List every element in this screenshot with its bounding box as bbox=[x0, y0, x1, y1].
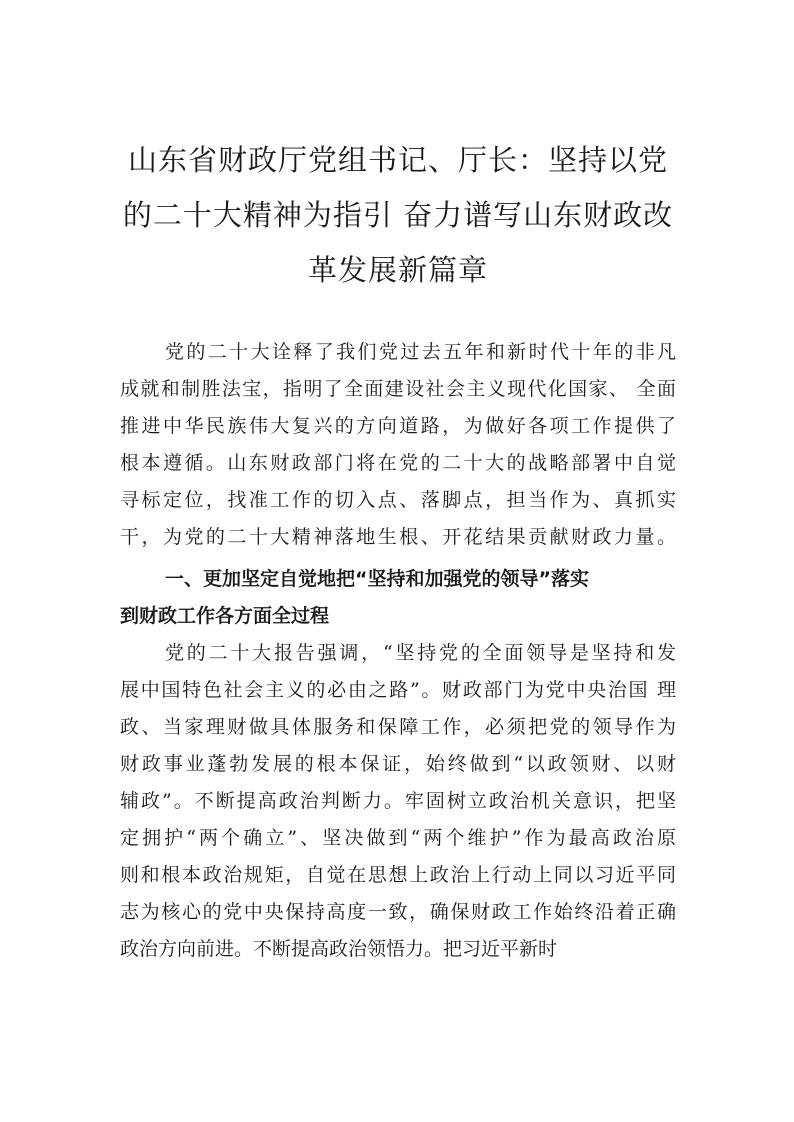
text-line: 展中国特色社会主义的必由之路”。财政部门为党中央治国 理 bbox=[120, 679, 676, 701]
paragraph-1 bbox=[120, 334, 676, 556]
text-line: 政、当家理财做具体服务和保障工作，必须把党的领导作为 bbox=[120, 716, 676, 738]
paragraph-2 bbox=[120, 635, 676, 968]
text-line: 志为核心的党中央保持高度一致，确保财政工作始终沿着正确 bbox=[120, 901, 676, 923]
title-line: 革发展新篇章 bbox=[307, 253, 488, 287]
document-body bbox=[120, 334, 676, 968]
title-line: 山东省财政厅党组书记、厅长：坚持以党 bbox=[127, 143, 668, 177]
title-line: 的二十大精神为指引 奋力谱写山东财政改 bbox=[122, 198, 674, 232]
text-line: 定拥护“两个确立”、坚决做到“两个维护”作为最高政治原 bbox=[120, 827, 676, 849]
section-heading-1 bbox=[120, 561, 676, 635]
text-line: 党的二十大诠释了我们党过去五年和新时代十年的非凡 bbox=[165, 341, 676, 363]
text-line: 财政事业蓬勃发展的根本保证，始终做到“以政领财、以财 bbox=[120, 753, 676, 775]
text-line: 推进中华民族伟大复兴的方向道路，为做好各项工作提供了 bbox=[120, 415, 676, 437]
text-line: 寻标定位，找准工作的切入点、落脚点，担当作为、真抓实 bbox=[120, 489, 676, 511]
text-line: 干，为党的二十大精神落地生根、开花结果贡献财政力量。 bbox=[120, 526, 676, 548]
text-line: 党的二十大报告强调，“坚持党的全面领导是坚持和发 bbox=[165, 642, 676, 664]
text-line: 根本遵循。山东财政部门将在党的二十大的战略部署中自觉 bbox=[120, 452, 676, 474]
text-line: 则和根本政治规矩，自觉在思想上政治上行动上同以习近平同 bbox=[120, 864, 676, 886]
document-title bbox=[120, 133, 676, 298]
text-line: 成就和制胜法宝，指明了全面建设社会主义现代化国家、 全面 bbox=[120, 378, 676, 400]
heading-line: 到财政工作各方面全过程 bbox=[120, 605, 330, 627]
text-line: 政治方向前进。不断提高政治领悟力。把习近平新时 bbox=[120, 938, 558, 960]
heading-line: 一、更加坚定自觉地把“坚持和加强党的领导”落实 bbox=[165, 568, 589, 590]
text-line: 辅政”。不断提高政治判断力。牢固树立政治机关意识，把坚 bbox=[120, 790, 676, 812]
